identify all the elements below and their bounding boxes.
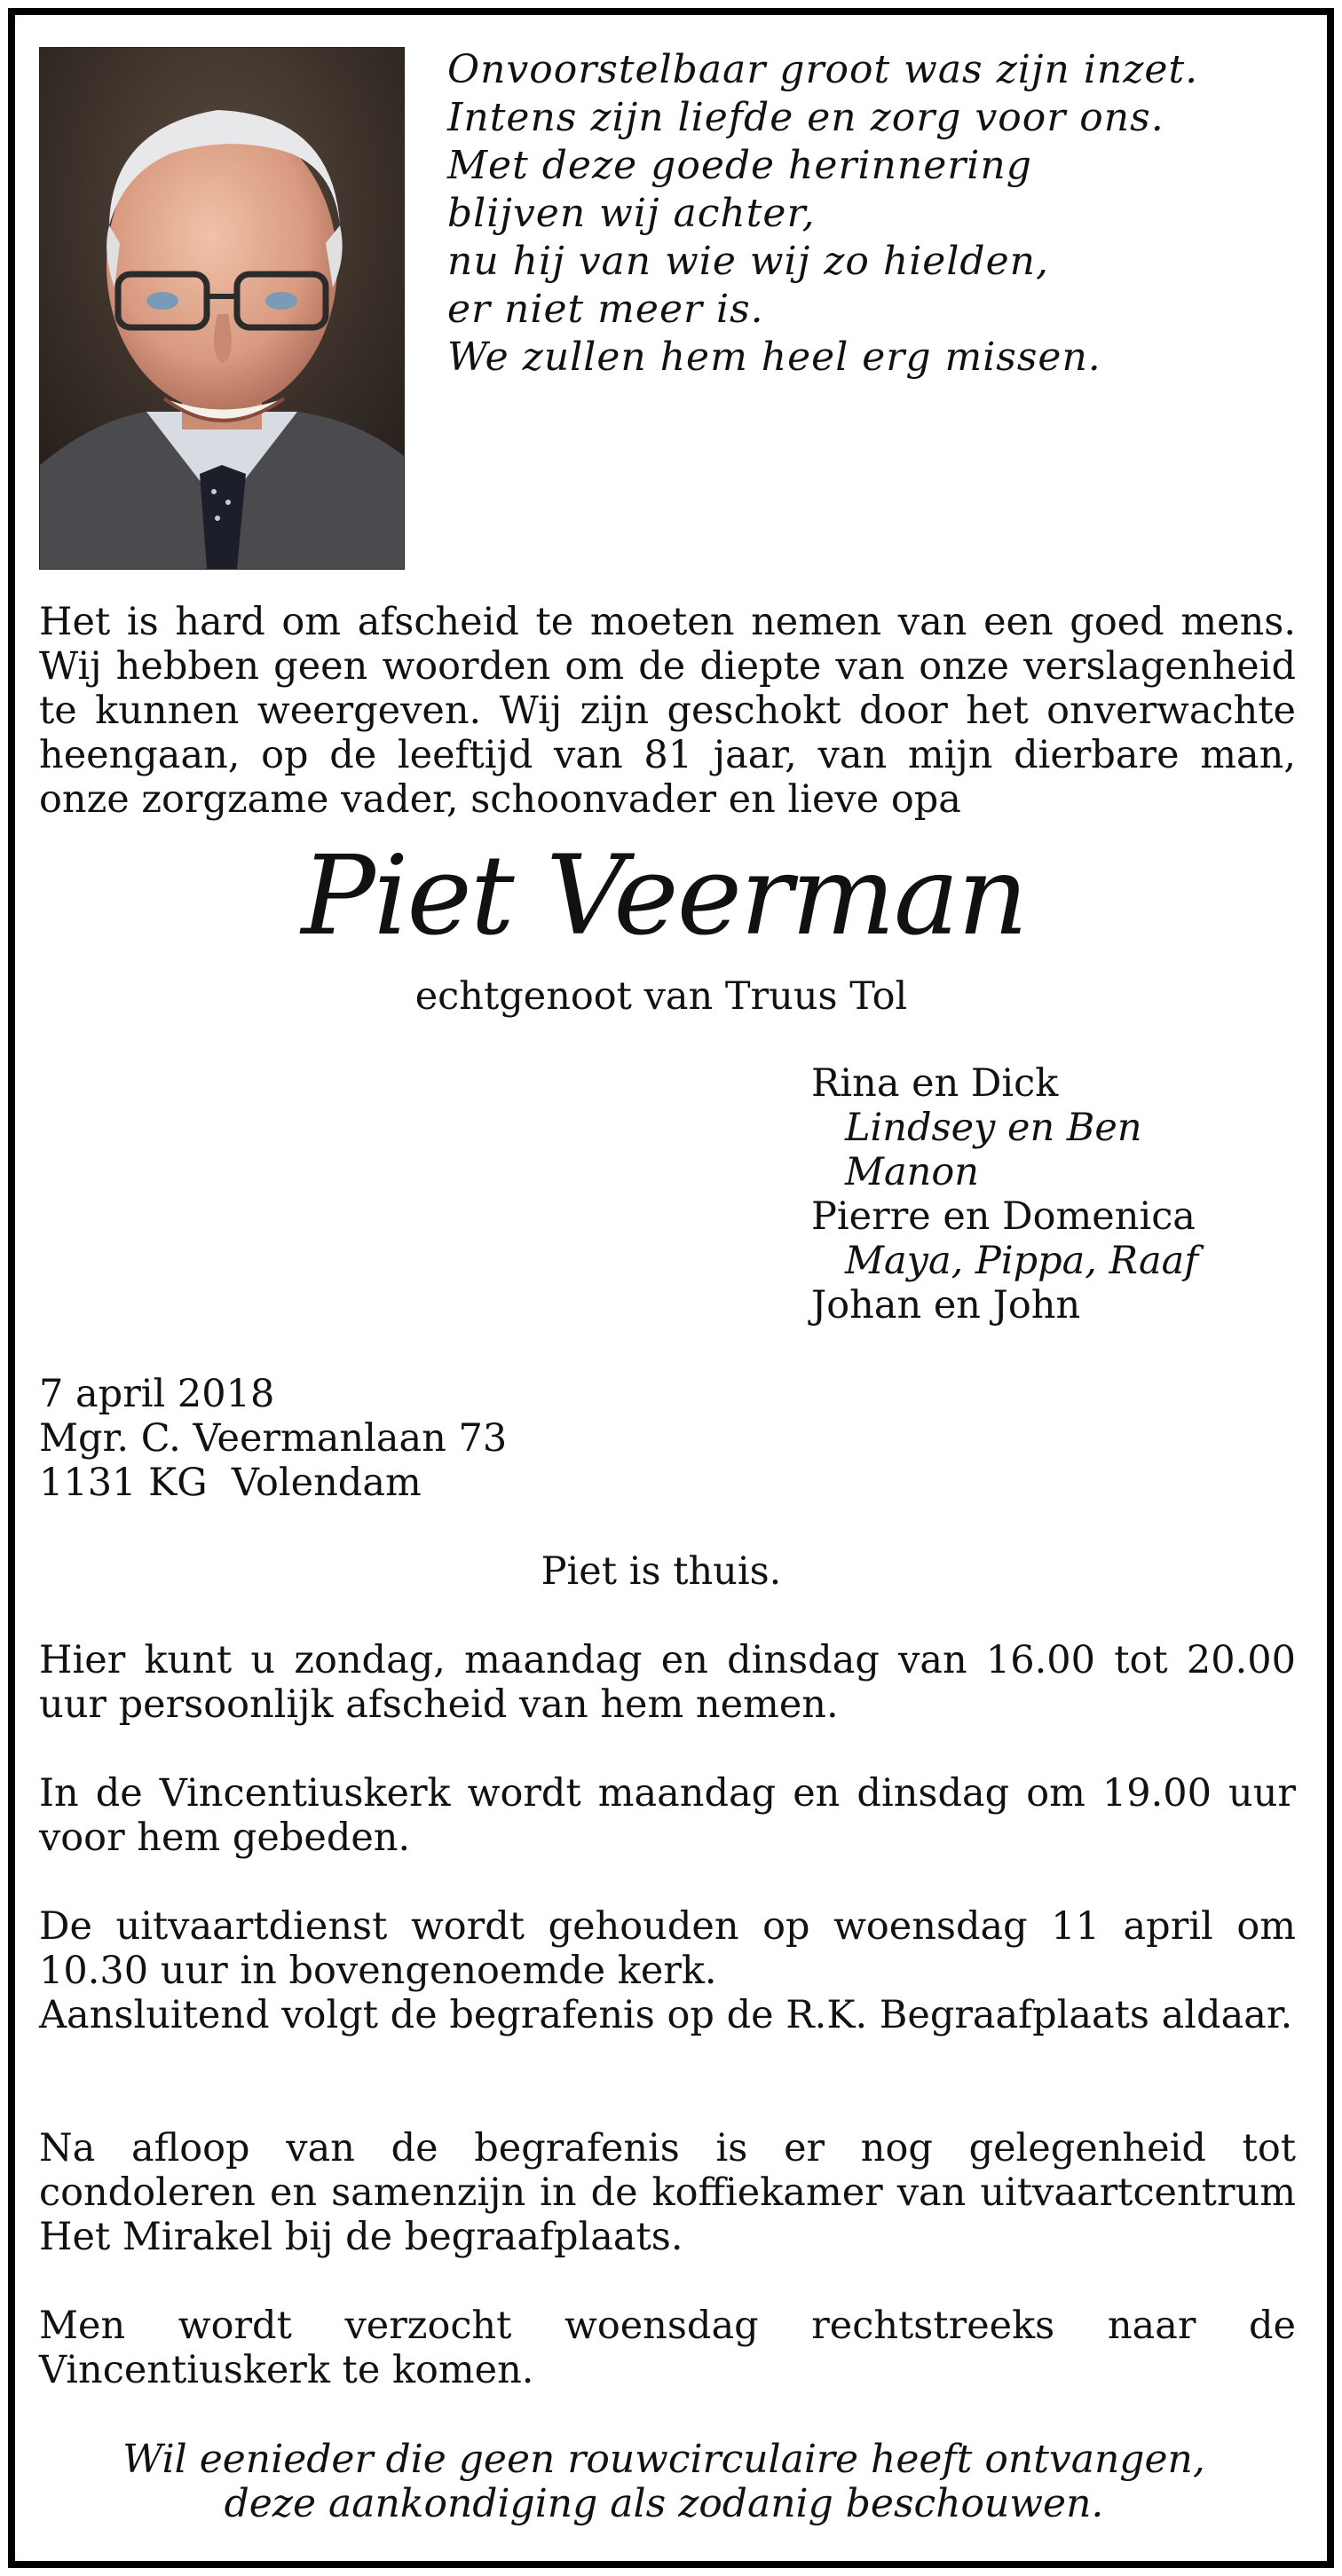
poem-line: er niet meer is.	[447, 287, 764, 332]
direct-to-church-paragraph: Men wordt verzocht woensdag rechtstreeks naar de Vincentiuskerk te komen.	[39, 2304, 1296, 2392]
address-block	[39, 1372, 507, 1505]
service-paragraph	[39, 1904, 1296, 2037]
home-line: Piet is thuis.	[541, 1549, 782, 1594]
closing-line: Wil eenieder die geen rouwcirculaire heeft ontvangen,	[122, 2437, 1205, 2482]
address-city: 1131 KG Volendam	[39, 1461, 422, 1505]
family-member: Lindsey en Ben	[845, 1106, 1142, 1150]
intro-paragraph: Het is hard om afscheid te moeten nemen van een goed mens. Wij hebben geen woorden om de diepte van onze verslagenheid te kunnen weergeven. Wij zijn geschokt door het onverwachte heengaan, op de leeftijd van 81 jaar, van mijn dierbare man, onze zorgzame vader, schoonvader en lieve opa	[39, 600, 1296, 822]
spouse-line: echtgenoot van Truus Tol	[414, 974, 908, 1019]
family-member: Pierre en Domenica	[811, 1194, 1196, 1239]
poem-line: Intens zijn liefde en zorg voor ons.	[447, 95, 1164, 140]
poem-line: We zullen hem heel erg missen.	[447, 335, 1101, 380]
visitation-paragraph: Hier kunt u zondag, maandag en dinsdag van 16.00 tot 20.00 uur persoonlijk afscheid van hem nemen.	[39, 1638, 1296, 1727]
deceased-name: Piet Veerman	[301, 832, 1027, 960]
service-line: De uitvaartdienst wordt gehouden op woensdag 11 april om 10.30 uur in bovengenoemde kerk.	[39, 1904, 1296, 1993]
burial-line: Aansluitend volgt de begrafenis op de R.K. Begraafplaats aldaar.	[39, 1993, 1293, 2037]
family-member: Maya, Pippa, Raaf	[845, 1239, 1199, 1283]
family-list	[811, 1061, 1198, 1327]
condolence-paragraph: Na afloop van de begrafenis is er nog gelegenheid tot condoleren en samenzijn in de koffiekamer van uitvaartcentrum Het Mirakel bij de begraafplaats.	[39, 2126, 1296, 2259]
poem-line: Met deze goede herinnering	[447, 143, 1032, 188]
address-street: Mgr. C. Veermanlaan 73	[39, 1416, 508, 1461]
poem-line: blijven wij achter,	[447, 191, 816, 236]
family-member: Rina en Dick	[811, 1061, 1059, 1106]
poem-line: Onvoorstelbaar groot was zijn inzet.	[447, 47, 1199, 92]
portrait-photo	[39, 47, 405, 570]
address-date: 7 april 2018	[39, 1372, 275, 1416]
closing-line: deze aankondiging als zodanig beschouwen.	[224, 2481, 1104, 2526]
family-member: Manon	[845, 1150, 979, 1194]
poem	[447, 46, 1198, 382]
prayer-paragraph: In de Vincentiuskerk wordt maandag en dinsdag om 19.00 uur voor hem gebeden.	[39, 1771, 1296, 1860]
family-member: Johan en John	[811, 1283, 1081, 1327]
closing-note	[0, 2438, 1328, 2526]
poem-line: nu hij van wie wij zo hielden,	[447, 239, 1049, 284]
